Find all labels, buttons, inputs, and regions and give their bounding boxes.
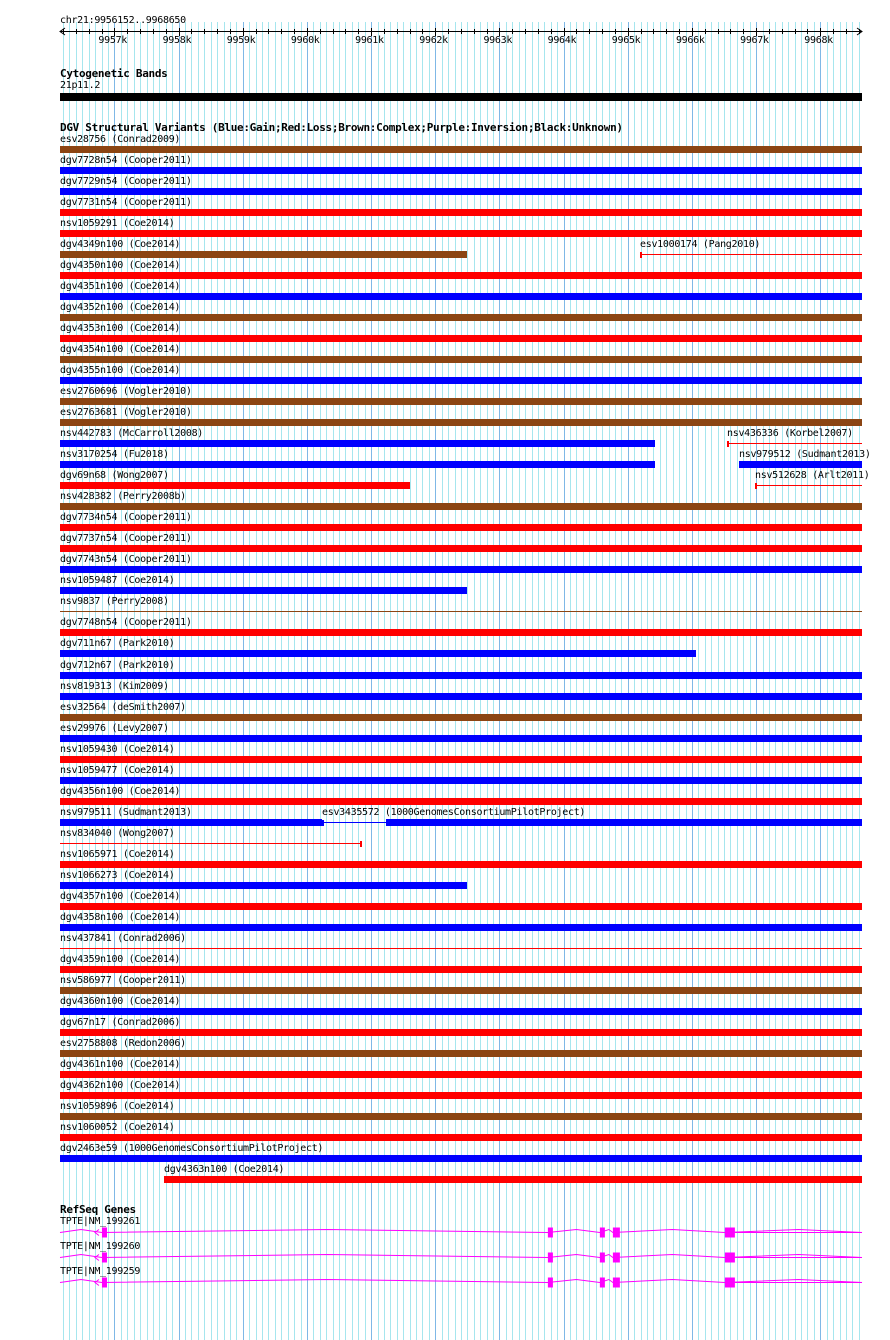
variant-label[interactable]: nsv834040 (Wong2007) [60, 828, 175, 839]
ruler-tick-label: 9959k [226, 35, 256, 46]
variant-label[interactable]: esv3435572 (1000GenomesConsortiumPilotProject) [322, 807, 586, 818]
ruler-tick-label: 9958k [162, 35, 192, 46]
variant-bar[interactable] [60, 251, 467, 258]
variant-bar[interactable] [60, 882, 467, 889]
variant-bar[interactable] [60, 798, 862, 805]
gene-exon[interactable] [548, 1253, 553, 1263]
ruler-tick-label: 9965k [611, 35, 641, 46]
variant-line[interactable] [322, 822, 386, 823]
variant-bar[interactable] [60, 966, 862, 973]
variant-bar[interactable] [60, 293, 862, 300]
variant-label[interactable]: dgv4363n100 (Coe2014) [164, 1164, 285, 1175]
ruler-tick-label: 9966k [675, 35, 705, 46]
variant-label[interactable]: esv32564 (deSmith2007) [60, 702, 186, 713]
variant-bar[interactable] [60, 419, 862, 426]
ruler-tick-label: 9962k [419, 35, 448, 46]
gene-label[interactable]: TPTE|NM_199259 [60, 1266, 141, 1277]
variant-label[interactable]: dgv7729n54 (Cooper2011) [60, 176, 192, 187]
variant-line[interactable] [640, 254, 862, 255]
variant-bar[interactable] [386, 819, 862, 826]
variant-label[interactable]: esv2763681 (Vogler2010) [60, 407, 192, 418]
variant-bar[interactable] [60, 1092, 862, 1099]
variant-bar[interactable] [60, 777, 862, 784]
variant-label[interactable]: dgv7737n54 (Cooper2011) [60, 533, 192, 544]
variant-bar[interactable] [60, 756, 862, 763]
variant-label[interactable]: dgv4353n100 (Coe2014) [60, 323, 181, 334]
variant-label[interactable]: esv2758808 (Redon2006) [60, 1038, 186, 1049]
variant-label[interactable]: nsv512628 (Arlt2011) [755, 470, 870, 481]
variant-bar[interactable] [60, 377, 862, 384]
gene-label[interactable]: TPTE|NM_199260 [60, 1241, 141, 1252]
region-label: chr21:9956152..9968650 [60, 15, 186, 26]
variant-label[interactable]: dgv7734n54 (Cooper2011) [60, 512, 192, 523]
gene-exon[interactable] [102, 1228, 107, 1238]
variant-bar[interactable] [60, 230, 862, 237]
gene-exon[interactable] [613, 1253, 620, 1263]
variant-end-marker [322, 820, 324, 826]
variant-label[interactable]: nsv979512 (Sudmant2013) [739, 449, 871, 460]
ruler-tick-label: 9968k [804, 35, 833, 46]
variant-bar[interactable] [60, 693, 862, 700]
variant-bar[interactable] [60, 1029, 862, 1036]
variant-label[interactable]: nsv442783 (McCarroll2008) [60, 428, 204, 439]
variant-label[interactable]: dgv7748n54 (Cooper2011) [60, 617, 192, 628]
variant-bar[interactable] [60, 1113, 862, 1120]
variant-line[interactable] [60, 611, 862, 612]
variant-label[interactable]: dgv2463e59 (1000GenomesConsortiumPilotProject) [60, 1143, 324, 1154]
variant-end-marker [755, 483, 757, 489]
variant-bar[interactable] [60, 1071, 862, 1078]
variant-bar[interactable] [60, 861, 862, 868]
ruler-tick-label: 9961k [355, 35, 384, 46]
variant-bar[interactable] [60, 1050, 862, 1057]
variant-bar[interactable] [739, 461, 862, 468]
variant-bar[interactable] [60, 440, 655, 447]
variant-label[interactable]: dgv4357n100 (Coe2014) [60, 891, 181, 902]
variant-label[interactable]: nsv979511 (Sudmant2013) [60, 807, 192, 818]
variant-end-marker [727, 441, 729, 447]
variant-label[interactable]: dgv712n67 (Park2010) [60, 660, 175, 671]
gene-exon[interactable] [600, 1228, 605, 1238]
variant-bar[interactable] [60, 314, 862, 321]
variant-label[interactable]: dgv4351n100 (Coe2014) [60, 281, 181, 292]
variant-label[interactable]: dgv711n67 (Park2010) [60, 638, 175, 649]
variant-line[interactable] [755, 485, 862, 486]
variant-bar[interactable] [60, 587, 467, 594]
ruler-tick-label: 9964k [547, 35, 577, 46]
variant-bar[interactable] [60, 714, 862, 721]
variant-label[interactable]: dgv4356n100 (Coe2014) [60, 786, 181, 797]
variant-bar[interactable] [164, 1176, 862, 1183]
variant-label[interactable]: nsv1059487 (Coe2014) [60, 575, 175, 586]
variant-bar[interactable] [60, 650, 696, 657]
ruler-tick-label: 9960k [290, 35, 320, 46]
ruler-tick-label: 9967k [740, 35, 769, 46]
variant-label[interactable]: dgv4355n100 (Coe2014) [60, 365, 181, 376]
gene-exon[interactable] [548, 1278, 553, 1288]
variant-bar[interactable] [60, 188, 862, 195]
cytoband-track-title: Cytogenetic Bands [60, 67, 168, 80]
variant-bar[interactable] [60, 545, 862, 552]
cytoband-label: 21p11.2 [60, 80, 101, 91]
gene-exon[interactable] [600, 1253, 605, 1263]
variant-label[interactable]: dgv69n68 (Wong2007) [60, 470, 169, 481]
gene-exon[interactable] [102, 1253, 107, 1263]
variant-bar[interactable] [60, 356, 862, 363]
variant-bar[interactable] [60, 1155, 862, 1162]
variant-bar[interactable] [60, 1008, 862, 1015]
ruler-tick-label: 9963k [483, 35, 513, 46]
variant-bar[interactable] [60, 924, 862, 931]
variant-bar[interactable] [60, 146, 862, 153]
variant-label[interactable]: dgv67n17 (Conrad2006) [60, 1017, 181, 1028]
variant-label[interactable]: dgv4359n100 (Coe2014) [60, 954, 181, 965]
variant-label[interactable]: nsv9837 (Perry2008) [60, 596, 169, 607]
gene-exon[interactable] [600, 1278, 605, 1288]
variant-label[interactable]: dgv4358n100 (Coe2014) [60, 912, 181, 923]
variant-bar[interactable] [60, 629, 862, 636]
variant-bar[interactable] [60, 209, 862, 216]
variant-bar[interactable] [60, 735, 862, 742]
variant-label[interactable]: nsv437841 (Conrad2006) [60, 933, 186, 944]
refseq-track-title: RefSeq Genes [60, 1203, 136, 1216]
gene-label[interactable]: TPTE|NM_199261 [60, 1216, 141, 1227]
variant-bar[interactable] [60, 987, 862, 994]
gene-exon[interactable] [725, 1253, 735, 1263]
variant-label[interactable]: nsv1059896 (Coe2014) [60, 1101, 175, 1112]
dgv-track-title: DGV Structural Variants (Blue:Gain;Red:Loss;Brown:Complex;Purple:Inversion;Black:Unknown) [60, 121, 623, 134]
variant-label[interactable]: dgv4362n100 (Coe2014) [60, 1080, 181, 1091]
ruler-tick-label: 9957k [98, 35, 128, 46]
variant-bar[interactable] [60, 503, 862, 510]
gene-exon[interactable] [102, 1278, 107, 1288]
variant-label[interactable]: nsv1066273 (Coe2014) [60, 870, 175, 881]
variant-label[interactable]: nsv586977 (Cooper2011) [60, 975, 186, 986]
variant-label[interactable]: nsv819313 (Kim2009) [60, 681, 169, 692]
variant-line[interactable] [727, 443, 862, 444]
variant-bar[interactable] [60, 335, 862, 342]
variant-bar[interactable] [60, 566, 862, 573]
variant-label[interactable]: dgv4361n100 (Coe2014) [60, 1059, 181, 1070]
variant-label[interactable]: dgv4354n100 (Coe2014) [60, 344, 181, 355]
variant-label[interactable]: nsv1059291 (Coe2014) [60, 218, 175, 229]
variant-label[interactable]: esv2760696 (Vogler2010) [60, 386, 192, 397]
variant-line[interactable] [60, 843, 362, 844]
variant-bar[interactable] [60, 461, 655, 468]
gene-exon[interactable] [548, 1228, 553, 1238]
variant-bar[interactable] [60, 167, 862, 174]
variant-bar[interactable] [60, 1134, 862, 1141]
gene-exon[interactable] [725, 1278, 735, 1288]
variant-label[interactable]: dgv4352n100 (Coe2014) [60, 302, 181, 313]
variant-label[interactable]: esv29976 (Levy2007) [60, 723, 169, 734]
variant-line[interactable] [60, 948, 862, 949]
cytoband-bar[interactable] [60, 93, 862, 101]
variant-label[interactable]: dgv7731n54 (Cooper2011) [60, 197, 192, 208]
variant-end-marker [640, 252, 642, 258]
variant-label[interactable]: nsv436336 (Korbel2007) [727, 428, 853, 439]
variant-bar[interactable] [60, 903, 862, 910]
variant-label[interactable]: dgv4360n100 (Coe2014) [60, 996, 181, 1007]
variant-label[interactable]: dgv4349n100 (Coe2014) [60, 239, 181, 250]
variant-label[interactable]: esv1000174 (Pang2010) [640, 239, 761, 250]
variant-label[interactable]: nsv1065971 (Coe2014) [60, 849, 175, 860]
variant-end-marker [360, 841, 362, 847]
variant-label[interactable]: esv28756 (Conrad2009) [60, 134, 181, 145]
variant-bar[interactable] [60, 272, 862, 279]
variant-bar[interactable] [60, 524, 862, 531]
gene-exon[interactable] [613, 1228, 620, 1238]
variant-label[interactable]: nsv1059477 (Coe2014) [60, 765, 175, 776]
variant-bar[interactable] [60, 672, 862, 679]
variant-label[interactable]: dgv7743n54 (Cooper2011) [60, 554, 192, 565]
variant-label[interactable]: nsv3170254 (Fu2018) [60, 449, 169, 460]
variant-label[interactable]: nsv428382 (Perry2008b) [60, 491, 186, 502]
variant-bar[interactable] [60, 482, 410, 489]
variant-label[interactable]: nsv1060052 (Coe2014) [60, 1122, 175, 1133]
gene-exon[interactable] [613, 1278, 620, 1288]
variant-label[interactable]: dgv7728n54 (Cooper2011) [60, 155, 192, 166]
variant-label[interactable]: nsv1059430 (Coe2014) [60, 744, 175, 755]
variant-bar[interactable] [60, 398, 862, 405]
gene-exon[interactable] [725, 1228, 735, 1238]
variant-bar[interactable] [60, 819, 322, 826]
variant-label[interactable]: dgv4350n100 (Coe2014) [60, 260, 181, 271]
